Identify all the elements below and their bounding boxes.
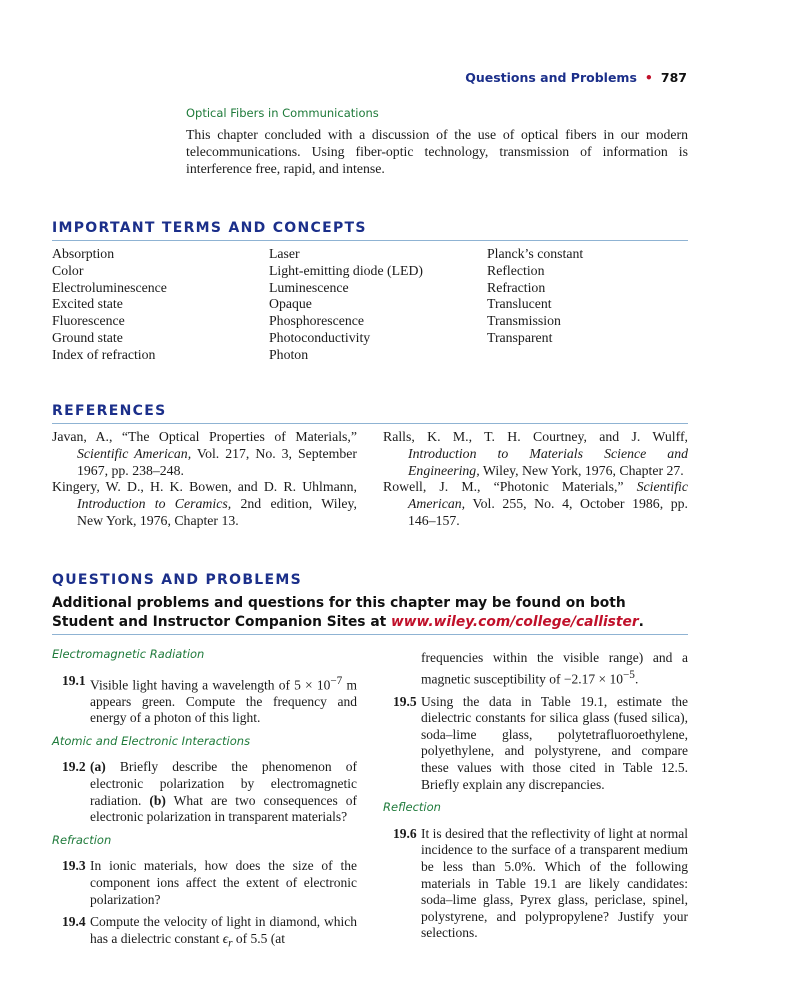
subsection-reflection: Reflection xyxy=(383,800,441,815)
running-head-title: Questions and Problems xyxy=(465,70,637,85)
term: Opaque xyxy=(269,296,312,312)
references-title: REFERENCES xyxy=(52,403,167,419)
term: Index of refraction xyxy=(52,346,156,362)
reference: Kingery, W. D., H. K. Bowen, and D. R. Uhlmann, Introduction to Ceramics, 2nd edition, Wiley, New York, 1976, Chapter 13. xyxy=(52,479,357,528)
reference: Javan, A., “The Optical Properties of Materials,” Scientific American, Vol. 217, No. 3, September 1967, pp. 238–248. xyxy=(52,429,357,478)
term: Reflection xyxy=(487,262,545,278)
problems-column-left xyxy=(52,646,357,958)
problem-19-5: 19.5 Using the data in Table 19.1, estimate the dielectric constants for silica glass (fused silica), soda–lime glass, polytetrafluoroethylene, polyethylene, and polystyrene, and compare these values with those cited in Table 12.5. Briefly explain any discrepancies. xyxy=(393,693,688,792)
term: Photon xyxy=(269,346,309,362)
problem-19-1: 19.1 Visible light having a wavelength of $5 \times 10^{-7}$ m appears green. Compute the frequency and energy of a photon of this light. xyxy=(62,672,357,726)
terms-rule xyxy=(52,240,688,241)
subsection-atomic: Atomic and Electronic Interactions xyxy=(52,733,251,748)
page-number: 787 xyxy=(660,70,687,85)
term: Luminescence xyxy=(269,279,349,295)
references-column-right xyxy=(383,429,688,530)
term: Laser xyxy=(269,246,300,261)
optical-fibers-heading: Optical Fibers in Communications xyxy=(186,106,379,120)
optical-fibers-body: This chapter concluded with a discussion of the use of optical fibers in our modern telecommunications. Using fiber-optic technology, transmission of information is interference free, rapid, and intense. xyxy=(186,127,688,176)
problem-19-4-continued: frequencies within the visible range) and a magnetic susceptibility of $-2.17 \times 10^{-5}$. xyxy=(421,650,688,687)
bullet-separator: • xyxy=(644,70,653,85)
term: Excited state xyxy=(52,296,123,312)
running-head xyxy=(465,70,687,85)
term: Phosphorescence xyxy=(269,313,365,329)
terms-title: IMPORTANT TERMS AND CONCEPTS xyxy=(52,220,367,236)
problem-19-3: 19.3 In ionic materials, how does the size of the component ions affect the extent of electronic polarization? xyxy=(62,858,357,907)
terms-column-2 xyxy=(269,246,423,364)
references-column-left xyxy=(52,429,357,530)
term: Absorption xyxy=(52,246,115,261)
term: Fluorescence xyxy=(52,313,125,329)
problems-column-right xyxy=(383,650,688,948)
term: Light-emitting diode (LED) xyxy=(269,262,424,278)
term: Translucent xyxy=(487,296,552,312)
term: Ground state xyxy=(52,329,123,345)
term: Planck’s constant xyxy=(487,246,584,261)
terms-column-3 xyxy=(487,246,583,347)
subsection-refraction: Refraction xyxy=(52,832,112,847)
terms-column-1 xyxy=(52,246,167,364)
subsection-electromagnetic: Electromagnetic Radiation xyxy=(52,647,205,661)
term: Electroluminescence xyxy=(52,279,167,295)
term: Transmission xyxy=(487,313,561,329)
problem-19-2: 19.2 (a) Briefly describe the phenomenon of electronic polarization by electromagnetic radiation. (b) What are two consequences of electronic polarization in transparent materials? xyxy=(62,759,358,825)
reference: Ralls, K. M., T. H. Courtney, and J. Wulff, Introduction to Materials Science and Engineering, Wiley, New York, 1976, Chapter 27. xyxy=(383,429,688,478)
questions-lead: Additional problems and questions for this chapter may be found on both Student and Instructor Companion Sites at www.wiley.com/college/callister. xyxy=(52,595,644,630)
reference: Rowell, J. M., “Photonic Materials,” Scientific American, Vol. 255, No. 4, October 1986, pp. 146–157. xyxy=(383,479,688,528)
questions-title: QUESTIONS AND PROBLEMS xyxy=(52,572,303,588)
companion-site-link[interactable]: www.wiley.com/college/callister xyxy=(391,614,639,630)
term: Photoconductivity xyxy=(269,329,371,345)
term: Transparent xyxy=(487,329,553,345)
term: Refraction xyxy=(487,279,546,295)
problem-19-4: 19.4 Compute the velocity of light in diamond, which has a dielectric constant $\epsilon_r$ of 5.5 (at xyxy=(62,914,357,950)
references-rule xyxy=(52,423,688,424)
problem-19-6: 19.6 It is desired that the reflectivity of light at normal incidence to the surface of a transparent medium be less than 5.0%. Which of the following materials in Table 19.1 are likely candidates: soda–lime glass, Pyrex glass, periclase, spinel, polystyrene, and polypropylene? Justify your selections. xyxy=(393,825,688,941)
questions-rule xyxy=(52,634,688,635)
term: Color xyxy=(52,262,84,278)
